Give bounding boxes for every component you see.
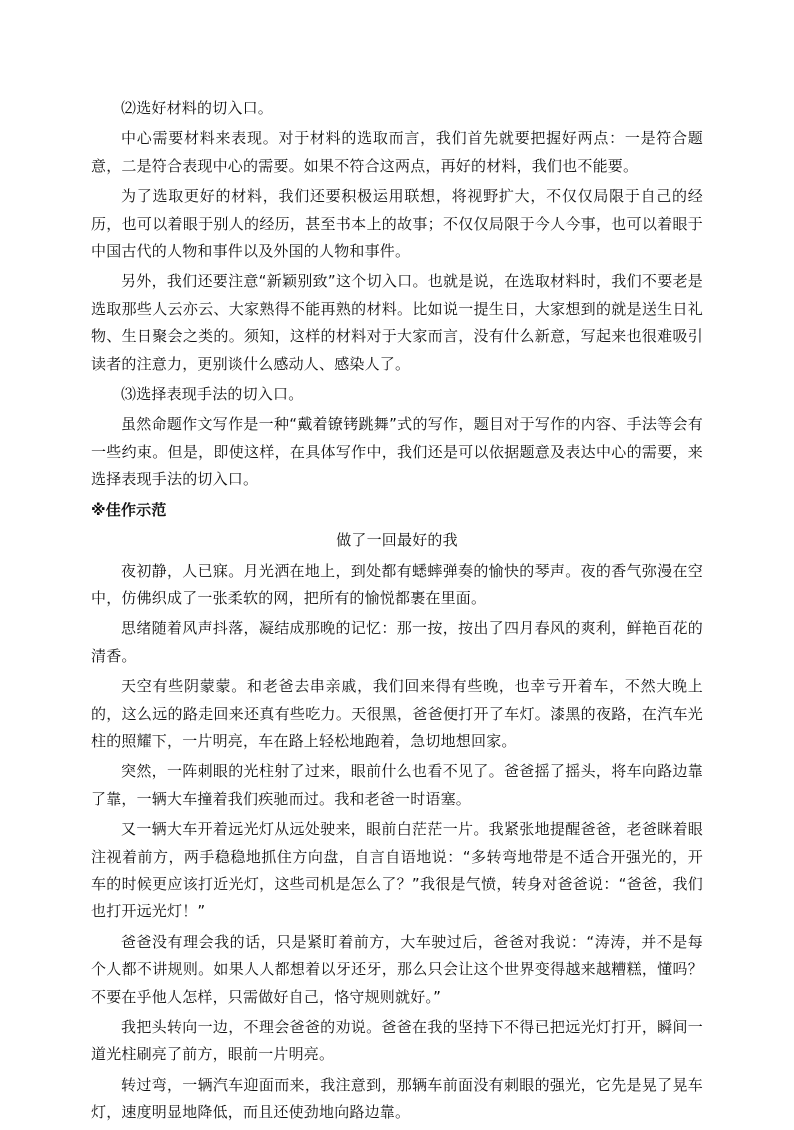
essay-paragraph: 夜初静，人已寐。月光洒在地上，到处都有蟋蟀弹奏的愉快的琴声。夜的香气弥漫在空中，仿佛织成了一张柔软的网，把所有的愉悦都裹在里面。 bbox=[91, 561, 703, 607]
essay-paragraph: 天空有些阴蒙蒙。和老爸去串亲戚，我们回来得有些晚，也幸亏开着车，不然大晚上的，这么远的路走回来还真有些吃力。天很黑，爸爸便打开了车灯。漆黑的夜路，在汽车光柱的照耀下，一片明亮，车在路上轻松地跑着，急切地想回家。 bbox=[91, 677, 703, 750]
paragraph: 虽然命题作文写作是一种“戴着镣铐跳舞”式的写作，题目对于写作的内容、手法等会有一些约束。但是，即使这样，在具体写作中，我们还是可以依据题意及表达中心的需要，来选择表现手法的切入口。 bbox=[91, 415, 703, 489]
subheading-material: ⑵选好材料的切入口。 bbox=[121, 99, 274, 117]
paragraph: 另外，我们还要注意“新颖别致”这个切入口。也就是说，在选取材料时，我们不要老是选取那些人云亦云、大家熟得不能再熟的材料。比如说一提生日，大家想到的就是送生日礼物、生日聚会之类的。须知，这样的材料对于大家而言，没有什么新意，写起来也很难吸引读者的注意力，更别谈什么感动人、感染人了。 bbox=[91, 272, 703, 373]
essay-paragraph: 又一辆大车开着远光灯从远处驶来，眼前白茫茫一片。我紧张地提醒爸爸，老爸眯着眼注视着前方，两手稳稳地抓住方向盘，自言自语地说：“多转弯地带是不适合开强光的，开车的时候更应该打近光灯，这些司机是怎么了？”我很是气愤，转身对爸爸说：“爸爸，我们也打开远光灯！” bbox=[91, 820, 703, 921]
essay-paragraph: 突然，一阵刺眼的光柱射了过来，眼前什么也看不见了。爸爸摇了摇头，将车向路边靠了靠，一辆大车撞着我们疾驰而过。我和老爸一时语塞。 bbox=[91, 762, 703, 808]
paragraph: 为了选取更好的材料，我们还要积极运用联想，将视野扩大，不仅仅局限于自己的经历，也可以着眼于别人的经历，甚至书本上的故事；不仅仅局限于今人今事，也可以着眼于中国古代的人物和事件以及外国的人物和事件。 bbox=[91, 187, 703, 261]
essay-paragraph: 思绪随着风声抖落，凝结成那晚的记忆：那一按，按出了四月春风的爽利，鲜艳百花的清香。 bbox=[91, 619, 703, 665]
example-heading: ※佳作示范 bbox=[91, 500, 167, 519]
subheading-technique: ⑶选择表现手法的切入口。 bbox=[121, 385, 304, 404]
essay-paragraph: 我把头转向一边，不理会爸爸的劝说。爸爸在我的坚持下不得已把远光灯打开，瞬间一道光柱刷亮了前方，眼前一片明亮。 bbox=[91, 1018, 703, 1064]
paragraph: 中心需要材料来表现。对于材料的选取而言，我们首先就要把握好两点：一是符合题意，二是符合表现中心的需要。如果不符合这两点，再好的材料，我们也不能要。 bbox=[91, 129, 703, 175]
essay-paragraph: 转过弯，一辆汽车迎面而来，我注意到，那辆车前面没有刺眼的强光，它先是晃了晃车灯，速度明显地降低，而且还使劲地向路边靠。 bbox=[91, 1075, 703, 1122]
essay-paragraph: 爸爸没有理会我的话，只是紧盯着前方，大车驶过后，爸爸对我说：“涛涛，并不是每个人都不讲规则。如果人人都想着以牙还牙，那么只会让这个世界变得越来越糟糕，懂吗？不要在乎他人怎样，只需做好自己，恪守规则就好。” bbox=[91, 932, 703, 1006]
document-page bbox=[91, 95, 703, 1130]
essay-title: 做了一回最好的我 bbox=[336, 531, 458, 550]
